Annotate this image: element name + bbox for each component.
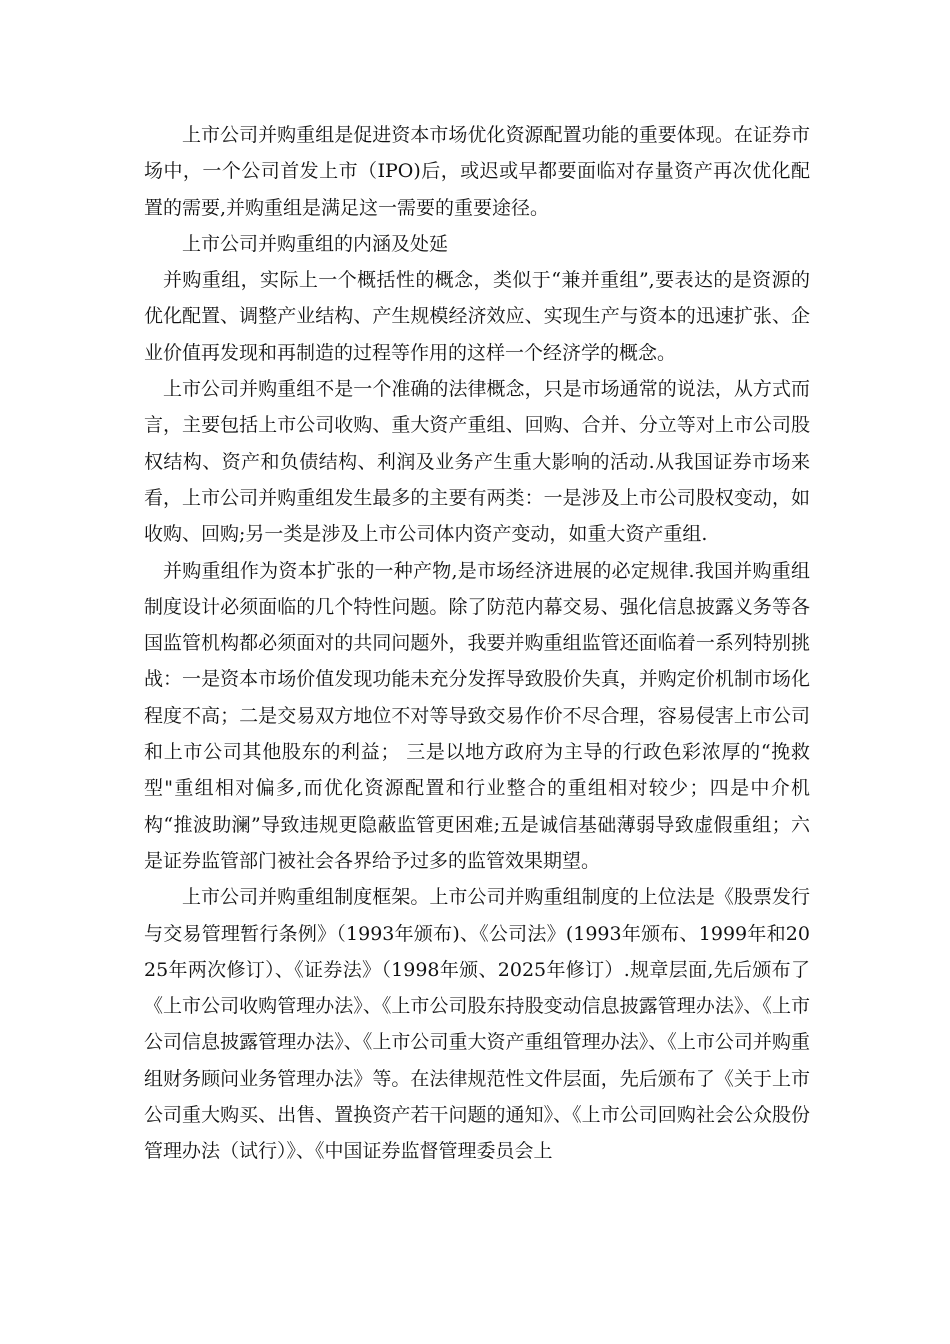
- paragraph-intro: 上市公司并购重组是促进资本市场优化资源配置功能的重要体现。在证券市场中，一个公司首发上市（IPO)后，或迟或早都要面临对存量资产再次优化配置的需要,并购重组是满足这一需要的重要途径。: [144, 124, 810, 219]
- paragraph-definition: 并购重组，实际上一个概括性的概念，类似于“兼并重组”,要表达的是资源的优化配置、调整产业结构、产生规模经济效应、实现生产与资本的迅速扩张、企业价值再发现和再制造的过程等作用的这样一个经济学的概念。: [144, 269, 810, 364]
- paragraph-framework: 上市公司并购重组制度框架。上市公司并购重组制度的上位法是《股票发行与交易管理暂行条例》（1993年颁布)、《公司法》(1993年颁布、1999年和2025年两次修订）、《证券法》（1998年颁、2025年修订）.规章层面,先后颁布了《上市公司收购管理办法》、《上市公司股东持股变动信息披露管理办法》、《上市公司信息披露管理办法》、《上市公司重大资产重组管理办法》、《上市公司并购重组财务顾问业务管理办法》等。在法律规范性文件层面，先后颁布了《关于上市公司重大购买、出售、置换资产若干问题的通知》、《上市公司回购社会公众股份管理办法（试行）》、《中国证券监督管理委员会上: [144, 886, 810, 1163]
- paragraph-challenges: 并购重组作为资本扩张的一种产物,是市场经济进展的必定规律.我国并购重组制度设计必须面临的几个特性问题。除了防范内幕交易、强化信息披露义务等各国监管机构都必须面对的共同问题外，我要并购重组监管还面临着一系列特别挑战：一是资本市场价值发现功能未充分发挥导致股价失真，并购定价机制市场化程度不高；二是交易双方地位不对等导致交易作价不尽合理，容易侵害上市公司和上市公司其他股东的利益； 三是以地方政府为主导的行政色彩浓厚的“挽救型"重组相对偏多,而优化资源配置和行业整合的重组相对较少；四是中介机构“推波助澜”导致违规更隐蔽监管更困难;五是诚信基础薄弱导致虚假重组；六是证券监管部门被社会各界给予过多的监管效果期望。: [144, 559, 810, 872]
- document-body: [144, 117, 810, 1170]
- paragraph-legal-concept: 上市公司并购重组不是一个准确的法律概念，只是市场通常的说法，从方式而言，主要包括上市公司收购、重大资产重组、回购、合并、分立等对上市公司股权结构、资产和负债结构、利润及业务产生重大影响的活动.从我国证券市场来看，上市公司并购重组发生最多的主要有两类：一是涉及上市公司股权变动，如收购、回购;另一类是涉及上市公司体内资产变动，如重大资产重组.: [144, 378, 810, 546]
- section-heading: 上市公司并购重组的内涵及处延: [182, 232, 449, 255]
